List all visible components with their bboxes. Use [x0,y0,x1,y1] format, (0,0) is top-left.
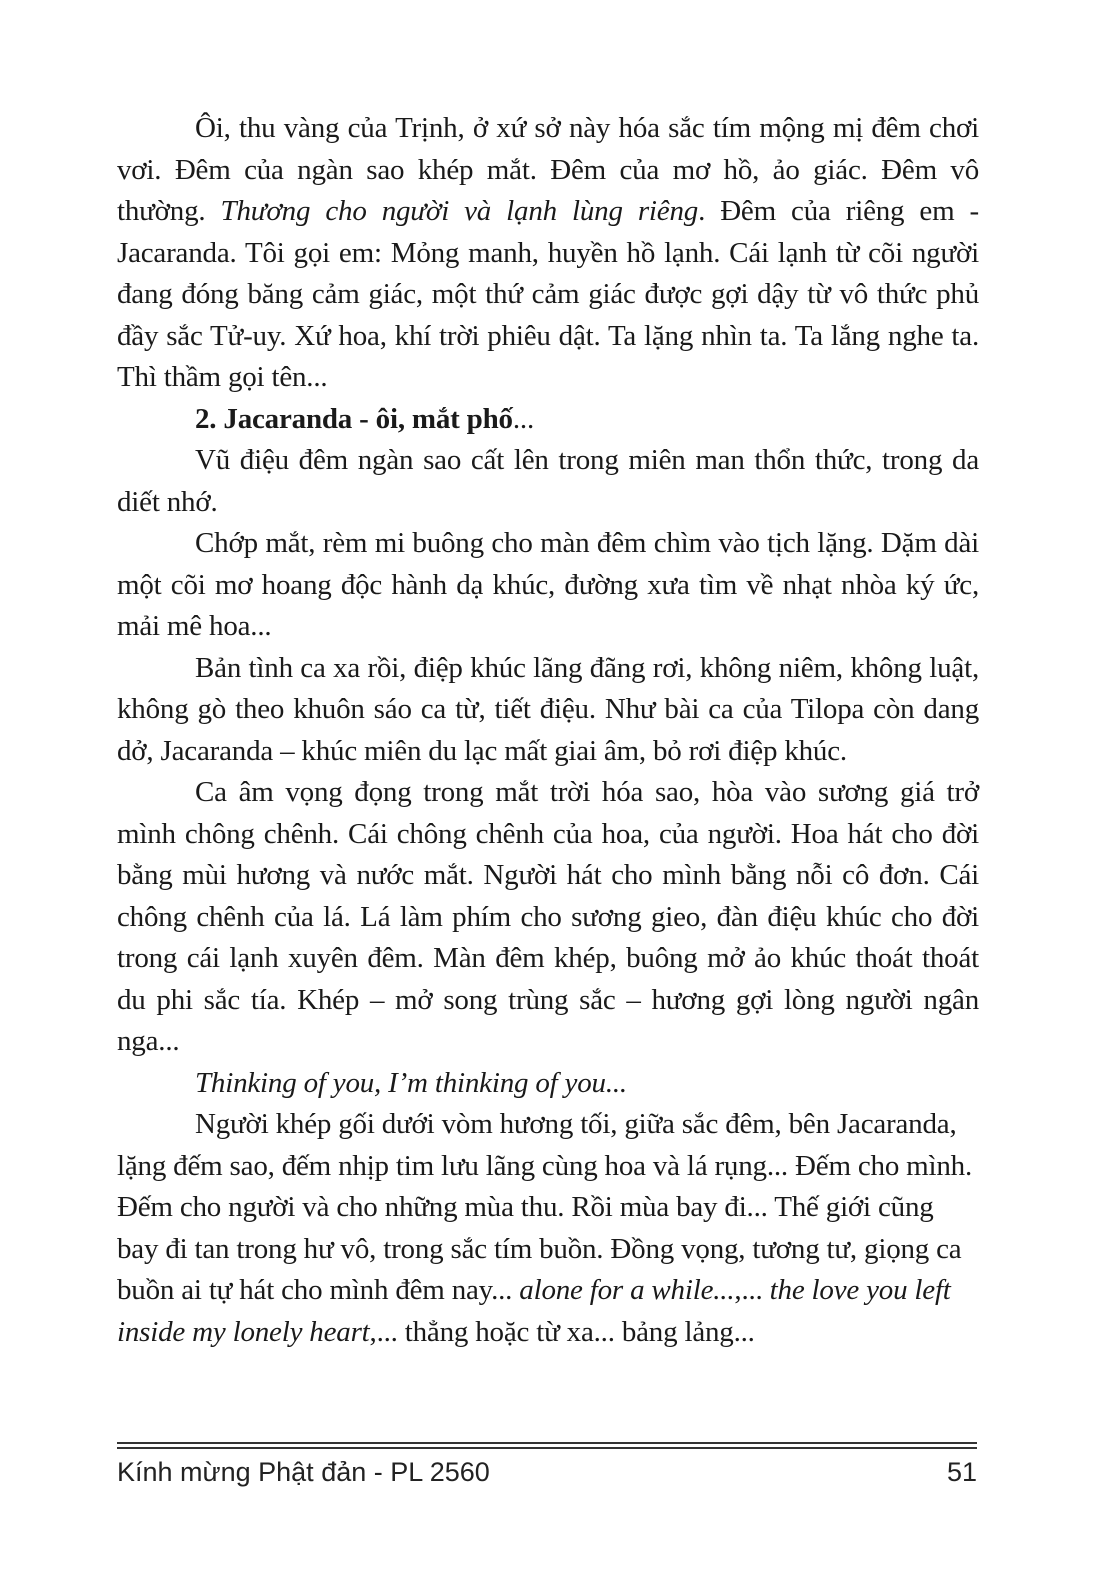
paragraph-6 [117,1063,979,1105]
paragraph-6-italic: Thinking of you, I’m thinking of you... [195,1066,627,1099]
paragraph-1-italic: Thương cho người và lạnh lùng riêng [220,195,699,227]
section-heading [117,399,979,441]
paragraph-7-text-end: ,... thẳng hoặc từ xa... bảng lảng... [369,1315,755,1348]
footer-title: Kính mừng Phật đản - PL 2560 [117,1456,490,1487]
paragraph-1 [117,108,979,399]
paragraph-7-text: Người khép gối dưới vòm hương tối, giữa sắc đêm, bên Jacaranda, lặng đếm sao, đếm nhịp tim lưu lãng cùng hoa và lá rụng... Đếm cho mình. Đếm cho người và cho những mùa thu. Rồi mùa bay đi... Thế giới cũng bay đi tan trong hư vô, trong sắc tím buồn. Đồng vọng, tương tư, giọng ca buồn ai tự hát cho mình đêm nay... [117,1108,973,1306]
paragraph-3: Chớp mắt, rèm mi buông cho màn đêm chìm vào tịch lặng. Dặm dài một cõi mơ hoang độc hành dạ khúc, đường xưa tìm về nhạt nhòa ký ức, mải mê hoa... [117,527,979,642]
paragraph-7-italic-2: the love you left inside my lonely heart [117,1274,951,1348]
paragraph-7-text-mid: ,... [734,1274,770,1306]
paragraph-7-italic-1: alone for a while... [519,1274,735,1306]
paragraph-5: Ca âm vọng đọng trong mắt trời hóa sao, hòa vào sương giá trở mình chông chênh. Cái chông chênh của hoa, của người. Hoa hát cho đời bằng mùi hương và nước mắt. Người hát cho mình bằng nỗi cô đơn. Cái chông chênh của lá. Lá làm phím cho sương gieo, đàn điệu khúc cho đời trong cái lạnh xuyên đêm. Màn đêm khép, buông mở ảo khúc thoát thoát du phi sắc tía. Khép – mở song trùng sắc – hương gợi lòng người ngân nga... [117,776,979,1057]
paragraph-1-text-end: . Đêm của riêng em - Jacaranda. Tôi gọi em: Mỏng manh, huyền hồ lạnh. Cái lạnh từ cõi người đang đóng băng cảm giác, một thứ cảm giác được gợi dậy từ vô thức phủ đầy sắc Tử-uy. Xứ hoa, khí trời phiêu dật. Ta lặng nhìn ta. Ta lắng nghe ta. Thì thầm gọi tên... [117,195,979,393]
paragraph-4: Bản tình ca xa rồi, điệp khúc lãng đãng rơi, không niêm, không luật, không gò theo khuôn sáo ca từ, tiết điệu. Như bài ca của Tilopa còn dang dở, Jacaranda – khúc miên du lạc mất giai âm, bỏ rơi điệp khúc. [117,651,979,767]
page-number: 51 [946,1456,977,1487]
body-text [117,108,979,1353]
paragraph-1-text: Ôi, thu vàng của Trịnh, ở xứ sở này hóa sắc tím mộng mị đêm chơi vơi. Đêm của ngàn sao khép mắt. Đêm của mơ hồ, ảo giác. Đêm vô thường. [117,112,979,227]
page-footer [117,1452,977,1492]
section-heading-text: 2. Jacaranda - ôi, mắt phố [195,402,513,435]
section-heading-tail: ... [512,402,534,435]
footer-rule [117,1442,977,1449]
paragraph-7 [117,1104,979,1353]
paragraph-2: Vũ điệu đêm ngàn sao cất lên trong miên man thổn thức, trong da diết nhớ. [117,444,979,518]
